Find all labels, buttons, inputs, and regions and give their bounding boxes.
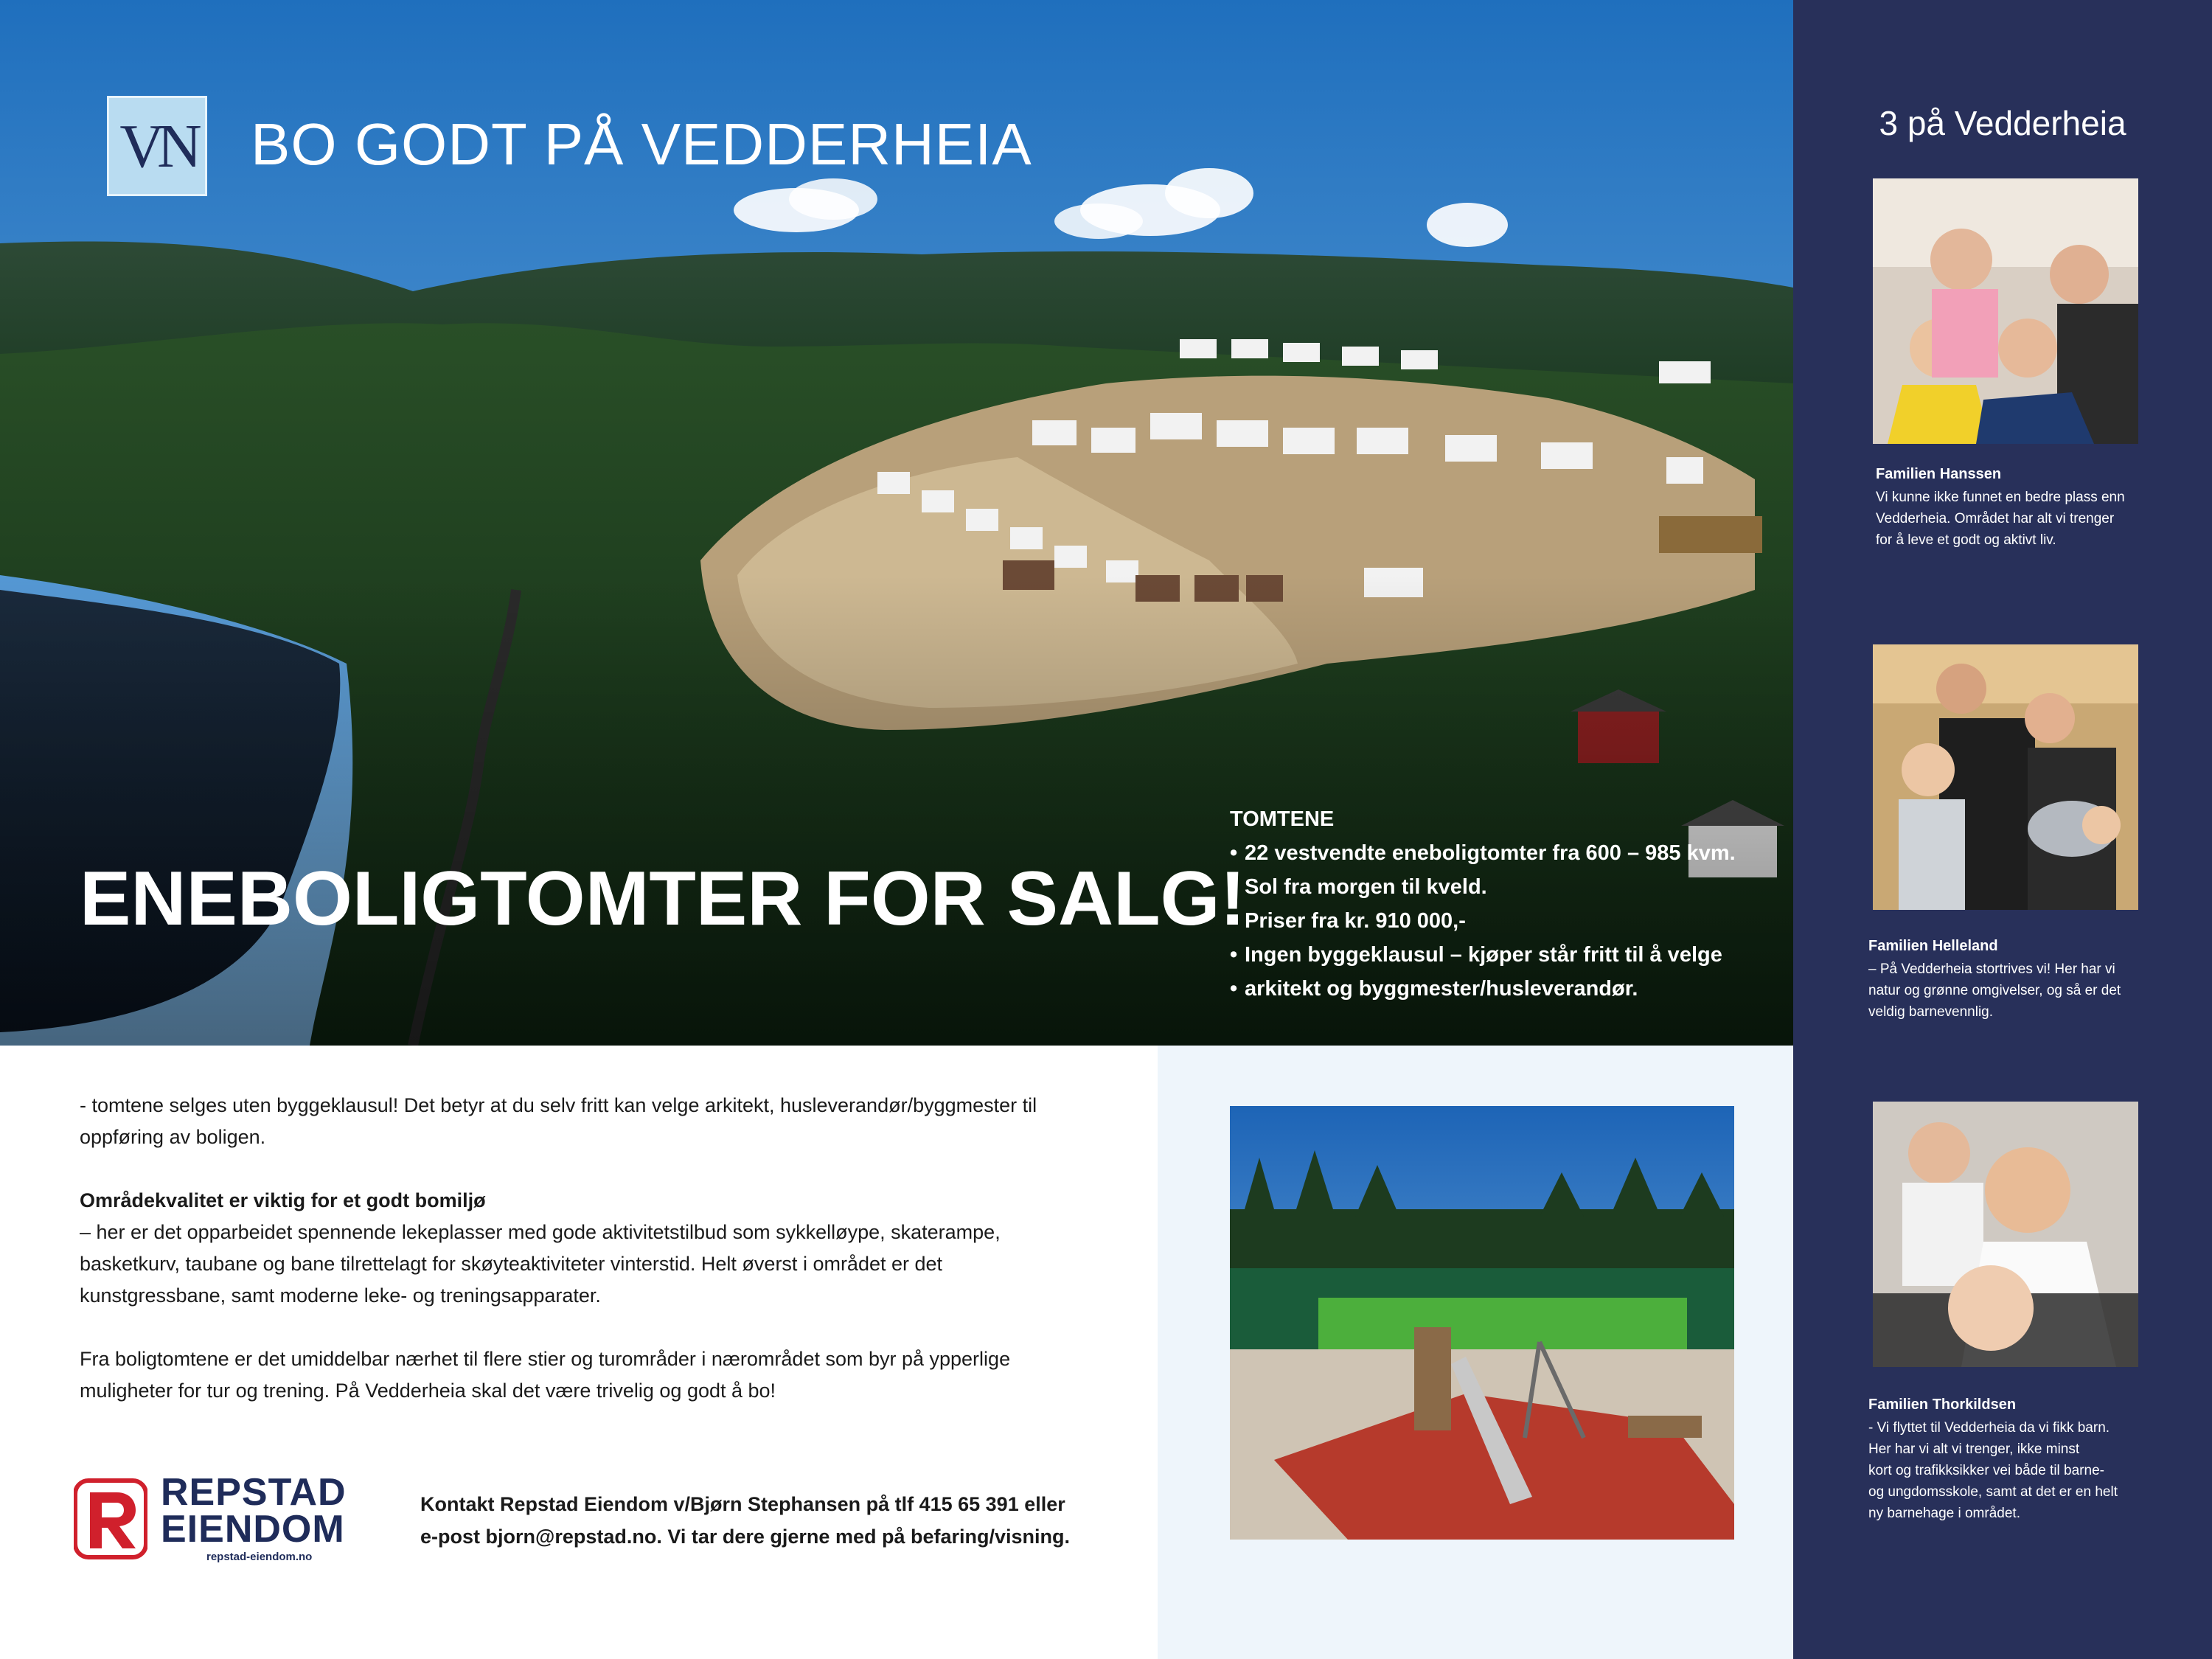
family-thorkildsen-name: Familien Thorkildsen <box>1868 1397 2017 1413</box>
family-helleland-photo <box>1873 644 2138 910</box>
tomtene-box <box>1230 802 1736 1006</box>
quote-line: Vedderheia. Området har alt vi trenger <box>1876 511 2115 526</box>
paragraph-line: kunstgressbane, samt moderne leke- og treningsapparater. <box>80 1284 601 1307</box>
tomtene-bullet: • Sol fra morgen til kveld. <box>1230 870 1736 904</box>
repstad-name-line1: REPSTAD <box>161 1471 347 1514</box>
vn-logo-text: VN <box>119 111 195 181</box>
hero-title: BO GODT PÅ VEDDERHEIA <box>251 111 1032 177</box>
family-hanssen-name: Familien Hanssen <box>1876 466 2002 482</box>
quote-line: ny barnehage i området. <box>1868 1506 2020 1521</box>
contact-text <box>420 1488 1113 1553</box>
quality-paragraph <box>80 1185 1112 1312</box>
family-helleland-photo-image <box>1873 644 2138 910</box>
quote-line: kort og trafikksikker vei både til barne- <box>1868 1463 2104 1478</box>
paragraph-line: basketkurv, taubane og bane tilrettelagt for skøyteaktiviteter vinterstid. Helt øverst i området er det <box>80 1253 943 1275</box>
playground-photo <box>1230 1106 1734 1540</box>
tomtene-bullet-continuation <box>1230 972 1736 1006</box>
paragraph-line: - tomtene selges uten byggeklausul! Det betyr at du selv fritt kan velge arkitekt, husleverandør/byggmester til <box>80 1094 1037 1116</box>
family-thorkildsen-photo-image <box>1873 1102 2138 1367</box>
quote-line: – På Vedderheia stortrives vi! Her har vi <box>1868 961 2115 977</box>
paragraph-line: Fra boligtomtene er det umiddelbar nærhet til flere stier og turområder i nærområdet som byr på ypperlige <box>80 1348 1011 1370</box>
playground-photo-image <box>1230 1106 1734 1540</box>
family-thorkildsen-photo <box>1873 1102 2138 1367</box>
tomtene-bullet: • Priser fra kr. 910 000,- <box>1230 904 1736 938</box>
main-headline: ENEBOLIGTOMTER FOR SALG! <box>80 856 1246 942</box>
family-hanssen-photo-image <box>1873 178 2138 444</box>
paragraph-line: oppføring av boligen. <box>80 1126 266 1148</box>
family-hanssen-quote <box>1876 487 2141 551</box>
contact-line: Kontakt Repstad Eiendom v/Bjørn Stephansen på tlf 415 65 391 eller <box>420 1493 1065 1515</box>
section-heading: Områdekvalitet er viktig for et godt bomiljø <box>80 1189 486 1211</box>
tomtene-heading: TOMTENE <box>1230 807 1335 831</box>
tomtene-bullet: • Ingen byggeklausul – kjøper står fritt til å velge <box>1230 938 1736 972</box>
quote-line: - Vi flyttet til Vedderheia da vi fikk barn. <box>1868 1420 2110 1436</box>
sidebar-title: 3 på Vedderheia <box>1879 104 2126 142</box>
quote-line: Her har vi alt vi trenger, ikke minst <box>1868 1441 2080 1457</box>
paragraph-line: muligheter for tur og trening. På Vedderheia skal det være trivelig og godt å bo! <box>80 1380 776 1402</box>
quote-line: Vi kunne ikke funnet en bedre plass enn <box>1876 490 2125 505</box>
intro-paragraph <box>80 1090 1112 1153</box>
quote-line: og ungdomsskole, samt at det er en helt <box>1868 1484 2118 1500</box>
tomtene-continuation-text: arkitekt og byggmester/husleverandør. <box>1245 977 1638 1001</box>
family-hanssen-photo <box>1873 178 2138 444</box>
repstad-name-line2: EIENDOM <box>161 1508 345 1551</box>
quote-line: for å leve et godt og aktivt liv. <box>1876 532 2056 548</box>
family-helleland-name: Familien Helleland <box>1868 938 1998 954</box>
tomtene-list <box>1230 836 1736 1006</box>
repstad-r-icon <box>74 1478 147 1560</box>
testimonials-sidebar <box>1793 0 2212 1659</box>
body-text <box>80 1090 1112 1439</box>
repstad-logo <box>74 1473 354 1562</box>
tomtene-bullet: • 22 vestvendte eneboligtomter fra 600 – 985 kvm. <box>1230 836 1736 870</box>
contact-line: e-post bjorn@repstad.no. Vi tar dere gjerne med på befaring/visning. <box>420 1526 1070 1548</box>
paragraph-line: – her er det opparbeidet spennende lekeplasser med gode aktivitetstilbud som sykkelløype, skaterampe, <box>80 1221 1001 1243</box>
family-thorkildsen-quote <box>1868 1417 2134 1524</box>
quote-line: veldig barnevennlig. <box>1868 1004 1994 1020</box>
family-helleland-quote <box>1868 959 2134 1023</box>
nature-paragraph <box>80 1343 1112 1407</box>
repstad-url[interactable]: repstad-eiendom.no <box>206 1551 313 1563</box>
quote-line: natur og grønne omgivelser, og så er det <box>1868 983 2121 998</box>
vn-logo <box>107 96 207 196</box>
